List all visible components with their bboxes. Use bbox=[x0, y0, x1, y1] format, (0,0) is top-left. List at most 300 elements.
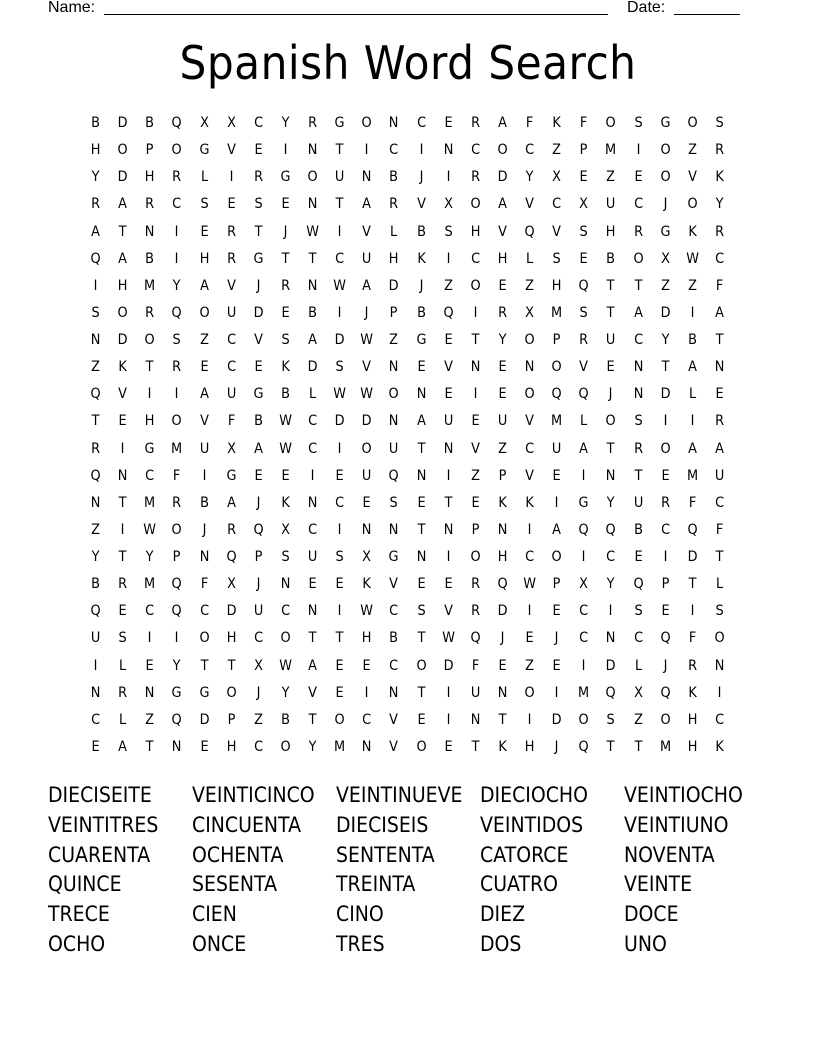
grid-cell[interactable]: V bbox=[226, 277, 236, 294]
grid-cell[interactable]: C bbox=[633, 332, 643, 348]
grid-cell[interactable]: O bbox=[388, 386, 400, 403]
grid-cell[interactable]: T bbox=[91, 413, 100, 430]
grid-cell[interactable]: O bbox=[171, 142, 183, 159]
grid-cell[interactable]: C bbox=[714, 250, 724, 267]
grid-cell[interactable]: Z bbox=[253, 711, 263, 728]
grid-cell[interactable]: G bbox=[388, 549, 399, 565]
grid-cell[interactable]: N bbox=[443, 440, 454, 457]
grid-cell[interactable]: X bbox=[579, 196, 589, 213]
grid-cell[interactable]: C bbox=[714, 711, 724, 728]
grid-cell[interactable]: N bbox=[524, 359, 535, 376]
grid-cell[interactable]: V bbox=[470, 440, 480, 457]
grid-cell[interactable]: X bbox=[633, 684, 643, 701]
grid-cell[interactable]: C bbox=[253, 115, 263, 131]
grid-cell[interactable]: N bbox=[714, 657, 725, 674]
grid-cell[interactable]: P bbox=[145, 142, 154, 159]
grid-cell[interactable]: O bbox=[415, 738, 427, 755]
grid-cell[interactable]: A bbox=[416, 413, 426, 430]
grid-cell[interactable]: I bbox=[581, 657, 586, 674]
grid-cell[interactable]: X bbox=[362, 549, 372, 565]
grid-cell[interactable]: N bbox=[307, 494, 318, 511]
grid-cell[interactable]: R bbox=[660, 494, 670, 511]
grid-cell[interactable]: K bbox=[362, 576, 372, 593]
grid-cell[interactable]: V bbox=[416, 196, 426, 213]
grid-cell[interactable]: N bbox=[714, 359, 725, 376]
grid-cell[interactable]: Q bbox=[253, 521, 264, 538]
grid-cell[interactable]: T bbox=[335, 630, 344, 647]
grid-cell[interactable]: L bbox=[390, 223, 398, 240]
grid-cell[interactable]: A bbox=[715, 304, 724, 321]
grid-cell[interactable]: V bbox=[362, 223, 372, 240]
grid-cell[interactable]: Y bbox=[308, 738, 317, 755]
grid-cell[interactable]: O bbox=[605, 413, 617, 430]
grid-cell[interactable]: I bbox=[581, 549, 586, 565]
grid-cell[interactable]: D bbox=[253, 304, 264, 321]
grid-cell[interactable]: Q bbox=[578, 738, 589, 755]
grid-cell[interactable]: B bbox=[199, 494, 209, 511]
grid-cell[interactable]: W bbox=[333, 386, 347, 403]
grid-cell[interactable]: E bbox=[145, 657, 154, 674]
grid-cell[interactable]: G bbox=[660, 223, 671, 240]
grid-cell[interactable]: Q bbox=[90, 603, 101, 620]
grid-cell[interactable]: Z bbox=[687, 142, 697, 159]
grid-cell[interactable]: V bbox=[443, 359, 453, 376]
grid-cell[interactable]: I bbox=[147, 630, 152, 647]
grid-cell[interactable]: W bbox=[360, 332, 374, 348]
grid-cell[interactable]: N bbox=[389, 521, 399, 538]
grid-cell[interactable]: I bbox=[446, 169, 451, 186]
grid-cell[interactable]: T bbox=[634, 467, 643, 484]
grid-cell[interactable]: Q bbox=[551, 386, 562, 403]
grid-cell[interactable]: X bbox=[253, 657, 263, 674]
grid-cell[interactable]: F bbox=[688, 630, 697, 647]
grid-cell[interactable]: Q bbox=[226, 549, 237, 565]
grid-cell[interactable]: C bbox=[389, 603, 399, 620]
grid-cell[interactable]: I bbox=[120, 440, 125, 457]
grid-cell[interactable]: O bbox=[660, 711, 671, 728]
grid-cell[interactable]: R bbox=[91, 440, 101, 457]
grid-cell[interactable]: Q bbox=[632, 576, 644, 593]
grid-cell[interactable]: W bbox=[306, 223, 319, 240]
grid-cell[interactable]: E bbox=[118, 603, 127, 620]
grid-cell[interactable]: C bbox=[253, 630, 263, 647]
grid-cell[interactable]: C bbox=[145, 467, 155, 484]
grid-cell[interactable]: S bbox=[552, 250, 561, 267]
grid-cell[interactable]: E bbox=[633, 169, 643, 186]
grid-cell[interactable]: B bbox=[253, 413, 263, 430]
grid-cell[interactable]: R bbox=[91, 196, 101, 213]
grid-cell[interactable]: T bbox=[118, 223, 127, 240]
grid-cell[interactable]: E bbox=[552, 467, 561, 484]
grid-cell[interactable]: Q bbox=[90, 386, 101, 403]
grid-cell[interactable]: I bbox=[337, 223, 342, 240]
grid-cell[interactable]: N bbox=[144, 684, 155, 701]
grid-cell[interactable]: H bbox=[389, 250, 399, 267]
grid-cell[interactable]: R bbox=[226, 521, 236, 538]
grid-cell[interactable]: C bbox=[525, 549, 535, 565]
grid-cell[interactable]: I bbox=[446, 467, 451, 484]
grid-cell[interactable]: C bbox=[552, 196, 562, 213]
grid-cell[interactable]: M bbox=[551, 413, 563, 430]
grid-cell[interactable]: E bbox=[91, 738, 100, 755]
grid-cell[interactable]: J bbox=[256, 684, 261, 701]
grid-cell[interactable]: C bbox=[308, 413, 318, 430]
grid-cell[interactable]: E bbox=[444, 738, 453, 755]
grid-cell[interactable]: V bbox=[199, 413, 209, 430]
grid-cell[interactable]: J bbox=[256, 494, 261, 511]
grid-cell[interactable]: W bbox=[360, 603, 374, 620]
grid-cell[interactable]: N bbox=[606, 630, 616, 647]
grid-cell[interactable]: E bbox=[416, 576, 426, 593]
grid-cell[interactable]: T bbox=[688, 576, 697, 593]
grid-cell[interactable]: A bbox=[687, 359, 697, 376]
grid-cell[interactable]: Q bbox=[171, 304, 183, 321]
grid-cell[interactable]: C bbox=[579, 603, 589, 620]
grid-cell[interactable]: C bbox=[416, 115, 426, 131]
grid-cell[interactable]: A bbox=[118, 250, 128, 267]
grid-cell[interactable]: I bbox=[473, 386, 478, 403]
grid-cell[interactable]: U bbox=[334, 169, 345, 186]
grid-cell[interactable]: B bbox=[606, 250, 616, 267]
grid-cell[interactable]: M bbox=[578, 684, 590, 701]
grid-cell[interactable]: E bbox=[281, 467, 290, 484]
grid-cell[interactable]: Z bbox=[91, 359, 100, 376]
grid-cell[interactable]: U bbox=[443, 413, 453, 430]
grid-cell[interactable]: F bbox=[715, 277, 724, 294]
grid-cell[interactable]: Y bbox=[281, 115, 290, 131]
grid-cell[interactable]: R bbox=[470, 115, 480, 131]
grid-cell[interactable]: I bbox=[337, 440, 342, 457]
grid-cell[interactable]: S bbox=[91, 304, 100, 321]
grid-cell[interactable]: J bbox=[419, 277, 423, 294]
grid-cell[interactable]: V bbox=[389, 576, 399, 593]
grid-cell[interactable]: Z bbox=[660, 277, 670, 294]
grid-cell[interactable]: O bbox=[171, 413, 183, 430]
grid-cell[interactable]: S bbox=[254, 196, 263, 213]
grid-cell[interactable]: N bbox=[117, 467, 128, 484]
grid-cell[interactable]: C bbox=[389, 657, 399, 674]
grid-cell[interactable]: S bbox=[606, 711, 616, 728]
grid-cell[interactable]: F bbox=[471, 657, 480, 674]
grid-cell[interactable]: E bbox=[471, 413, 480, 430]
grid-cell[interactable]: D bbox=[117, 115, 128, 131]
grid-cell[interactable]: P bbox=[173, 549, 181, 565]
grid-cell[interactable]: L bbox=[308, 386, 317, 403]
grid-cell[interactable]: E bbox=[661, 603, 670, 620]
grid-cell[interactable]: I bbox=[446, 250, 451, 267]
grid-cell[interactable]: C bbox=[226, 359, 236, 376]
grid-cell[interactable]: G bbox=[660, 115, 671, 131]
grid-cell[interactable]: T bbox=[227, 657, 236, 674]
grid-cell[interactable]: S bbox=[335, 359, 344, 376]
grid-cell[interactable]: O bbox=[117, 142, 128, 159]
grid-cell[interactable]: A bbox=[633, 304, 643, 321]
grid-cell[interactable]: T bbox=[634, 277, 643, 294]
grid-cell[interactable]: F bbox=[580, 115, 588, 131]
grid-cell[interactable]: D bbox=[551, 711, 562, 728]
grid-cell[interactable]: O bbox=[117, 304, 128, 321]
grid-cell[interactable]: D bbox=[307, 359, 318, 376]
grid-cell[interactable]: P bbox=[552, 332, 561, 348]
grid-cell[interactable]: V bbox=[525, 467, 534, 484]
grid-cell[interactable]: E bbox=[254, 142, 263, 159]
grid-cell[interactable]: I bbox=[147, 386, 152, 403]
grid-cell[interactable]: C bbox=[172, 196, 182, 213]
grid-cell[interactable]: U bbox=[199, 440, 209, 457]
grid-cell[interactable]: A bbox=[308, 657, 317, 674]
grid-cell[interactable]: L bbox=[580, 413, 588, 430]
grid-cell[interactable]: A bbox=[199, 277, 209, 294]
grid-cell[interactable]: E bbox=[335, 657, 344, 674]
grid-cell[interactable]: K bbox=[281, 359, 290, 376]
grid-cell[interactable]: O bbox=[578, 711, 589, 728]
grid-cell[interactable]: E bbox=[579, 169, 588, 186]
grid-cell[interactable]: S bbox=[172, 332, 182, 348]
grid-cell[interactable]: Q bbox=[578, 277, 589, 294]
grid-cell[interactable]: V bbox=[389, 738, 399, 755]
grid-cell[interactable]: R bbox=[253, 169, 263, 186]
grid-cell[interactable]: Y bbox=[91, 549, 100, 565]
grid-cell[interactable]: O bbox=[524, 684, 535, 701]
grid-cell[interactable]: E bbox=[335, 467, 344, 484]
grid-cell[interactable]: A bbox=[579, 440, 589, 457]
grid-cell[interactable]: X bbox=[199, 115, 209, 131]
grid-cell[interactable]: A bbox=[715, 440, 724, 457]
grid-cell[interactable]: G bbox=[253, 386, 264, 403]
grid-cell[interactable]: R bbox=[470, 169, 480, 186]
grid-cell[interactable]: T bbox=[335, 196, 344, 213]
grid-cell[interactable]: O bbox=[334, 711, 345, 728]
grid-cell[interactable]: N bbox=[443, 142, 454, 159]
grid-cell[interactable]: I bbox=[175, 630, 179, 647]
grid-cell[interactable]: U bbox=[307, 549, 318, 565]
grid-cell[interactable]: T bbox=[715, 332, 724, 348]
grid-cell[interactable]: V bbox=[362, 359, 372, 376]
grid-cell[interactable]: Q bbox=[171, 115, 183, 131]
grid-cell[interactable]: Q bbox=[524, 223, 535, 240]
grid-cell[interactable]: O bbox=[687, 196, 698, 213]
grid-cell[interactable]: I bbox=[446, 711, 451, 728]
grid-cell[interactable]: E bbox=[579, 250, 588, 267]
grid-cell[interactable]: E bbox=[118, 413, 127, 430]
grid-cell[interactable]: Y bbox=[281, 684, 290, 701]
grid-cell[interactable]: C bbox=[335, 494, 345, 511]
grid-cell[interactable]: E bbox=[633, 549, 643, 565]
grid-cell[interactable]: I bbox=[690, 603, 695, 620]
grid-cell[interactable]: B bbox=[281, 386, 290, 403]
grid-cell[interactable]: X bbox=[226, 576, 236, 593]
grid-cell[interactable]: S bbox=[335, 549, 344, 565]
grid-cell[interactable]: H bbox=[687, 738, 698, 755]
grid-cell[interactable]: X bbox=[552, 169, 562, 186]
grid-cell[interactable]: P bbox=[661, 576, 670, 593]
grid-cell[interactable]: V bbox=[226, 142, 236, 159]
grid-cell[interactable]: O bbox=[361, 440, 372, 457]
grid-cell[interactable]: N bbox=[199, 549, 209, 565]
grid-cell[interactable]: D bbox=[334, 332, 345, 348]
grid-cell[interactable]: W bbox=[279, 440, 292, 457]
grid-cell[interactable]: C bbox=[470, 250, 480, 267]
grid-cell[interactable]: E bbox=[308, 576, 317, 593]
grid-cell[interactable]: Q bbox=[171, 603, 183, 620]
grid-cell[interactable]: I bbox=[337, 304, 342, 321]
grid-cell[interactable]: S bbox=[389, 494, 399, 511]
grid-cell[interactable]: O bbox=[198, 304, 210, 321]
grid-cell[interactable]: R bbox=[172, 169, 182, 186]
grid-cell[interactable]: I bbox=[581, 467, 586, 484]
grid-cell[interactable]: T bbox=[118, 549, 127, 565]
grid-cell[interactable]: E bbox=[498, 657, 507, 674]
grid-cell[interactable]: X bbox=[525, 304, 534, 321]
grid-cell[interactable]: C bbox=[525, 440, 535, 457]
grid-cell[interactable]: E bbox=[227, 196, 236, 213]
grid-cell[interactable]: I bbox=[446, 549, 451, 565]
grid-cell[interactable]: P bbox=[390, 304, 398, 321]
grid-cell[interactable]: D bbox=[199, 711, 210, 728]
grid-cell[interactable]: U bbox=[633, 494, 643, 511]
grid-cell[interactable]: B bbox=[308, 304, 317, 321]
grid-cell[interactable]: S bbox=[633, 413, 643, 430]
grid-cell[interactable]: N bbox=[361, 738, 372, 755]
grid-cell[interactable]: I bbox=[364, 684, 369, 701]
grid-cell[interactable]: Q bbox=[388, 467, 400, 484]
grid-cell[interactable]: N bbox=[90, 494, 101, 511]
grid-cell[interactable]: I bbox=[554, 494, 559, 511]
grid-cell[interactable]: E bbox=[715, 386, 724, 403]
grid-cell[interactable]: C bbox=[91, 711, 101, 728]
grid-cell[interactable]: I bbox=[93, 277, 98, 294]
grid-cell[interactable]: C bbox=[714, 494, 724, 511]
grid-cell[interactable]: B bbox=[145, 115, 155, 131]
grid-cell[interactable]: T bbox=[308, 711, 317, 728]
grid-cell[interactable]: N bbox=[90, 684, 101, 701]
grid-cell[interactable]: O bbox=[524, 332, 535, 348]
grid-cell[interactable]: Z bbox=[525, 657, 534, 674]
grid-cell[interactable]: C bbox=[308, 440, 318, 457]
grid-cell[interactable]: R bbox=[714, 142, 724, 159]
grid-cell[interactable]: V bbox=[579, 359, 589, 376]
grid-cell[interactable]: O bbox=[470, 277, 481, 294]
grid-cell[interactable]: I bbox=[663, 413, 668, 430]
grid-cell[interactable]: Y bbox=[172, 277, 181, 294]
grid-cell[interactable]: X bbox=[579, 576, 589, 593]
grid-cell[interactable]: R bbox=[470, 603, 480, 620]
grid-cell[interactable]: X bbox=[660, 250, 670, 267]
grid-cell[interactable]: I bbox=[93, 657, 98, 674]
grid-cell[interactable]: A bbox=[498, 115, 507, 131]
grid-cell[interactable]: E bbox=[254, 467, 263, 484]
grid-cell[interactable]: Y bbox=[145, 549, 154, 565]
grid-cell[interactable]: V bbox=[308, 684, 317, 701]
grid-cell[interactable]: R bbox=[714, 413, 724, 430]
grid-cell[interactable]: W bbox=[143, 521, 157, 538]
grid-cell[interactable]: P bbox=[471, 521, 480, 538]
grid-cell[interactable]: O bbox=[470, 549, 481, 565]
grid-cell[interactable]: L bbox=[634, 657, 642, 674]
grid-cell[interactable]: T bbox=[417, 521, 426, 538]
grid-cell[interactable]: D bbox=[117, 169, 128, 186]
grid-cell[interactable]: H bbox=[226, 630, 237, 647]
grid-cell[interactable]: Y bbox=[172, 657, 181, 674]
grid-cell[interactable]: T bbox=[254, 223, 263, 240]
grid-cell[interactable]: P bbox=[498, 467, 507, 484]
grid-cell[interactable]: T bbox=[281, 250, 290, 267]
grid-cell[interactable]: A bbox=[199, 386, 209, 403]
grid-cell[interactable]: C bbox=[660, 521, 670, 538]
grid-cell[interactable]: D bbox=[226, 603, 237, 620]
grid-cell[interactable]: I bbox=[527, 603, 532, 620]
grid-cell[interactable]: M bbox=[686, 467, 698, 484]
grid-cell[interactable]: H bbox=[361, 630, 372, 647]
grid-cell[interactable]: B bbox=[91, 576, 100, 593]
grid-cell[interactable]: I bbox=[527, 711, 532, 728]
grid-cell[interactable]: J bbox=[283, 223, 288, 240]
grid-cell[interactable]: C bbox=[253, 738, 263, 755]
grid-cell[interactable]: H bbox=[144, 169, 155, 186]
grid-cell[interactable]: L bbox=[688, 386, 696, 403]
grid-cell[interactable]: O bbox=[714, 630, 725, 647]
grid-cell[interactable]: H bbox=[497, 250, 508, 267]
grid-cell[interactable]: A bbox=[253, 440, 263, 457]
grid-cell[interactable]: H bbox=[226, 738, 237, 755]
grid-cell[interactable]: F bbox=[525, 115, 534, 131]
grid-cell[interactable]: A bbox=[91, 223, 100, 240]
grid-cell[interactable]: Q bbox=[578, 521, 589, 538]
grid-cell[interactable]: G bbox=[280, 169, 291, 186]
grid-cell[interactable]: I bbox=[310, 467, 315, 484]
grid-cell[interactable]: N bbox=[416, 549, 426, 565]
grid-cell[interactable]: B bbox=[416, 223, 426, 240]
grid-cell[interactable]: E bbox=[661, 467, 670, 484]
grid-cell[interactable]: S bbox=[281, 549, 290, 565]
grid-cell[interactable]: K bbox=[525, 494, 534, 511]
grid-cell[interactable]: A bbox=[226, 494, 236, 511]
grid-cell[interactable]: N bbox=[497, 521, 508, 538]
grid-cell[interactable]: Y bbox=[606, 494, 615, 511]
grid-cell[interactable]: I bbox=[554, 684, 559, 701]
grid-cell[interactable]: J bbox=[554, 630, 559, 647]
grid-cell[interactable]: R bbox=[687, 657, 697, 674]
grid-cell[interactable]: D bbox=[660, 386, 671, 403]
grid-cell[interactable]: U bbox=[226, 386, 236, 403]
grid-cell[interactable]: O bbox=[632, 250, 644, 267]
grid-cell[interactable]: W bbox=[685, 250, 699, 267]
grid-cell[interactable]: E bbox=[525, 630, 534, 647]
grid-cell[interactable]: Q bbox=[497, 576, 508, 593]
grid-cell[interactable]: G bbox=[171, 684, 182, 701]
grid-cell[interactable]: O bbox=[551, 549, 562, 565]
grid-cell[interactable]: U bbox=[606, 332, 616, 348]
grid-cell[interactable]: O bbox=[470, 196, 481, 213]
grid-cell[interactable]: O bbox=[144, 332, 155, 348]
grid-cell[interactable]: O bbox=[280, 738, 291, 755]
grid-cell[interactable]: T bbox=[308, 630, 317, 647]
grid-cell[interactable]: E bbox=[552, 603, 561, 620]
grid-cell[interactable]: P bbox=[227, 711, 236, 728]
grid-cell[interactable]: S bbox=[715, 115, 724, 131]
grid-cell[interactable]: A bbox=[308, 332, 317, 348]
grid-cell[interactable]: M bbox=[144, 277, 156, 294]
grid-cell[interactable]: U bbox=[362, 467, 372, 484]
grid-cell[interactable]: F bbox=[688, 494, 697, 511]
grid-cell[interactable]: K bbox=[118, 359, 127, 376]
grid-cell[interactable]: N bbox=[307, 196, 318, 213]
grid-cell[interactable]: N bbox=[361, 169, 372, 186]
grid-cell[interactable]: N bbox=[361, 521, 372, 538]
grid-cell[interactable]: O bbox=[605, 115, 617, 131]
grid-cell[interactable]: C bbox=[525, 142, 535, 159]
grid-cell[interactable]: I bbox=[175, 386, 179, 403]
